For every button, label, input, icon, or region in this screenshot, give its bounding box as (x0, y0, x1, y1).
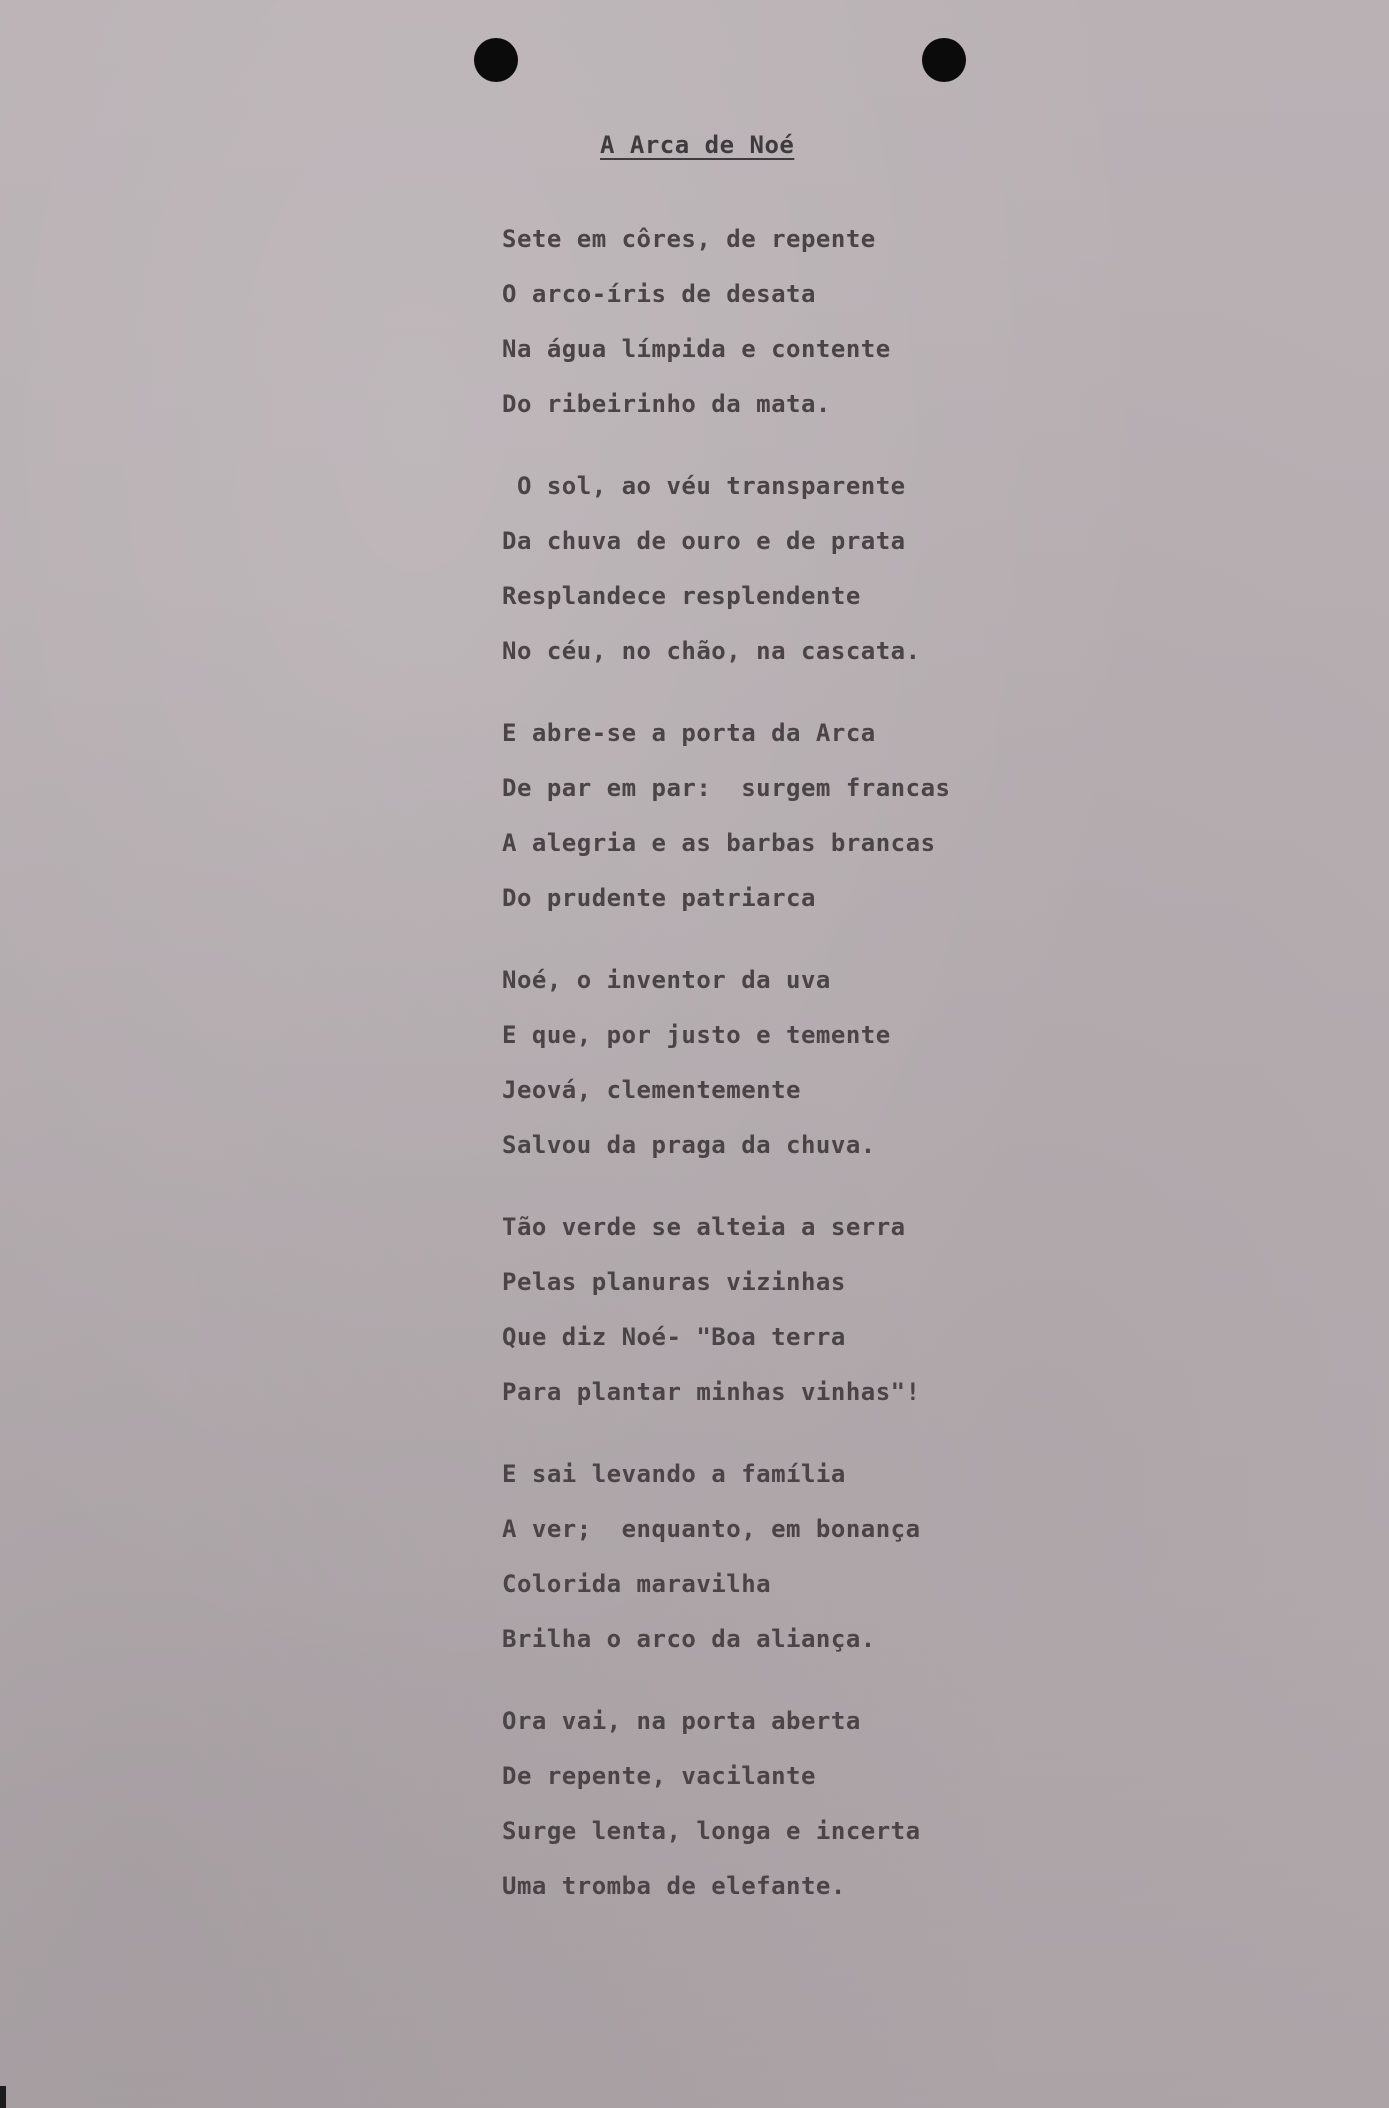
poem-line: A ver; enquanto, em bonança (502, 1515, 921, 1543)
poem-line: Noé, o inventor da uva (502, 966, 831, 994)
poem-line: Do ribeirinho da mata. (502, 390, 831, 418)
poem-line: Que diz Noé- "Boa terra (502, 1323, 846, 1351)
stanza-5 (502, 1200, 1062, 1420)
poem-line: Para plantar minhas vinhas"! (502, 1378, 921, 1406)
stanza-7 (502, 1694, 1062, 1914)
stanza-2 (502, 459, 1062, 679)
poem-line: Brilha o arco da aliança. (502, 1625, 876, 1653)
stanza-1 (502, 212, 1062, 432)
poem-line: Da chuva de ouro e de prata (502, 527, 906, 555)
poem-title: A Arca de Noé (600, 131, 795, 159)
poem-line: Ora vai, na porta aberta (502, 1707, 861, 1735)
poem-line: A alegria e as barbas brancas (502, 829, 936, 857)
poem-line: O arco-íris de desata (502, 280, 816, 308)
poem-line: De repente, vacilante (502, 1762, 816, 1790)
stanza-4 (502, 953, 1062, 1173)
punch-hole-left (474, 38, 518, 82)
poem-line: E que, por justo e temente (502, 1021, 891, 1049)
poem-line: Surge lenta, longa e incerta (502, 1817, 921, 1845)
poem-line: Tão verde se alteia a serra (502, 1213, 906, 1241)
poem-body (502, 212, 1062, 1941)
stanza-6 (502, 1447, 1062, 1667)
poem-line: Uma tromba de elefante. (502, 1872, 846, 1900)
poem-line: O sol, ao véu transparente (502, 472, 906, 500)
poem-line: Pelas planuras vizinhas (502, 1268, 846, 1296)
stanza-3 (502, 706, 1062, 926)
poem-line: Na água límpida e contente (502, 335, 891, 363)
poem-line: De par em par: surgem francas (502, 774, 951, 802)
poem-line: Resplandece resplendente (502, 582, 861, 610)
poem-line: Salvou da praga da chuva. (502, 1131, 876, 1159)
poem-line: Sete em côres, de repente (502, 225, 876, 253)
poem-line: Jeová, clementemente (502, 1076, 801, 1104)
punch-hole-right (922, 38, 966, 82)
poem-line: E sai levando a família (502, 1460, 846, 1488)
poem-line: Colorida maravilha (502, 1570, 772, 1598)
poem-line: E abre-se a porta da Arca (502, 719, 876, 747)
poem-line: Do prudente patriarca (502, 884, 816, 912)
corner-mark (0, 2086, 6, 2108)
poem-line: No céu, no chão, na cascata. (502, 637, 921, 665)
